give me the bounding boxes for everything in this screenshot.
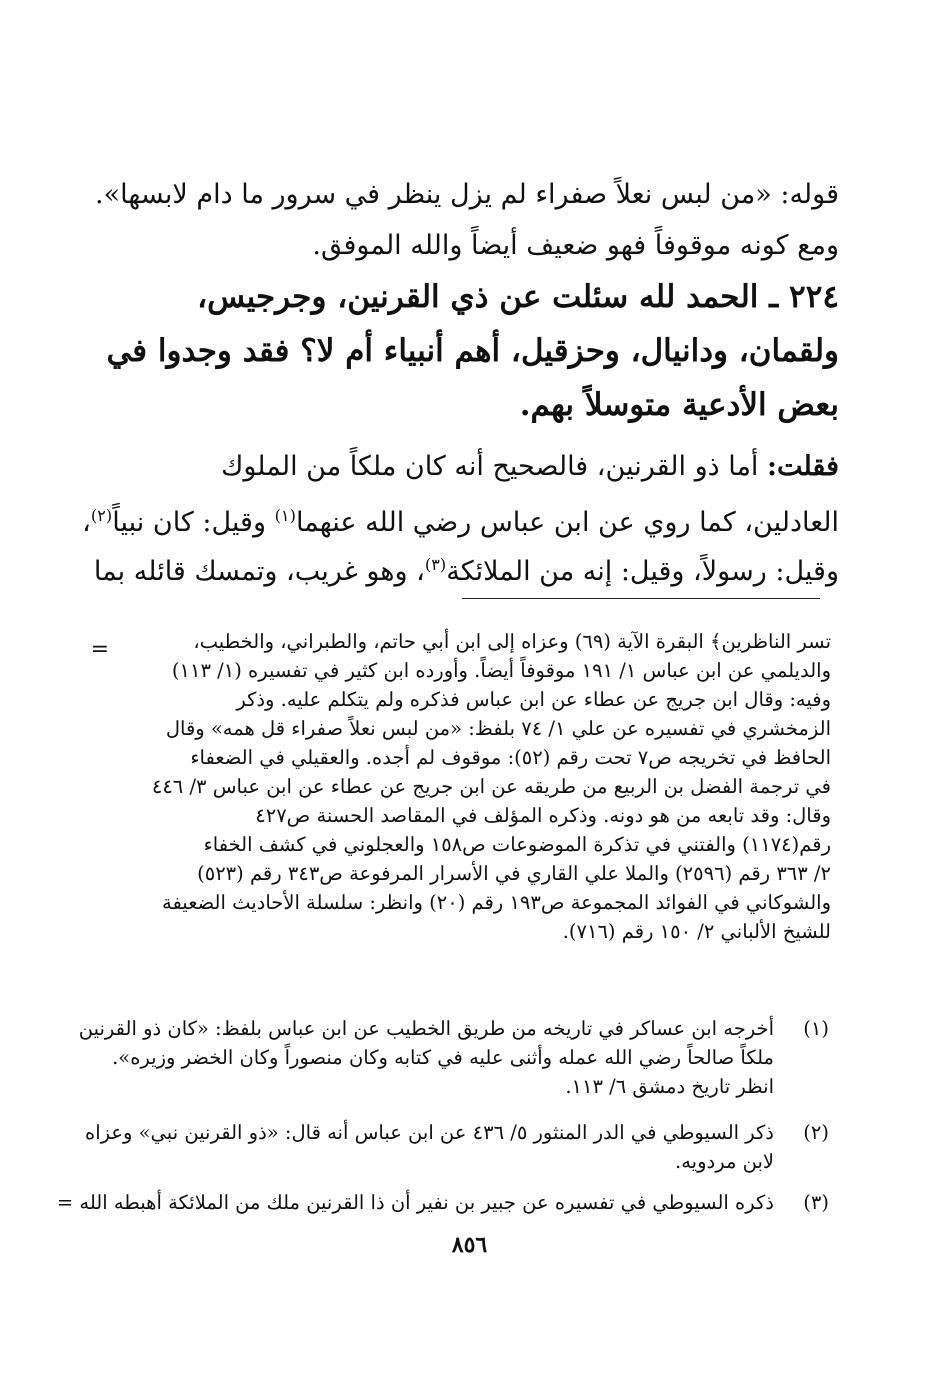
footnote-1-line: ملكاً صالحاً رضي الله عمله وأثنى عليه في كتابه وكان منصوراً وكان الخضر وزيره».: [112, 1046, 774, 1069]
question-line-2: ولقمان، ودانيال، وحزقيل، أهم أنبياء أم لا؟ فقد وجدوا في: [106, 333, 839, 369]
page-number: ٨٥٦: [451, 1232, 488, 1258]
footnote-3-line: ذكره السيوطي في تفسيره عن جبير بن نفير أن ذا القرنين ملك من الملائكة أهبطه الله =: [56, 1191, 774, 1214]
main-line-1: قوله: «من لبس نعلاً صفراء لم يزل ينظر في سرور ما دام لابسها».: [95, 179, 839, 210]
footnote-ref-2: (٢): [90, 506, 113, 525]
footnote-1-line: أخرجه ابن عساكر في تاريخه من طريق الخطيب عن ابن عباس بلفظ: «كان ذو القرنين: [78, 1017, 774, 1040]
answer-lead: فقلت:: [767, 451, 839, 482]
footnote-number: (٣): [803, 1191, 829, 1214]
footnote-cont-line: والديلمي عن ابن عباس ١/ ١٩١ موقوفاً أيضاً. وأورده ابن كثير في تفسيره (١/ ١١٣): [171, 659, 831, 682]
question-line-1: ٢٢٤ ـ الحمد لله سئلت عن ذي القرنين، وجرجيس،: [197, 279, 839, 315]
continuation-mark: =: [90, 637, 109, 662]
footnote-number: (١): [803, 1017, 829, 1040]
footnote-separator: [462, 598, 820, 599]
answer-line-2-end: ،: [82, 507, 91, 538]
footnote-cont-line: الحافظ في تخريجه ص٧ تحت رقم (٥٢): موقوف لم أجده. والعقيلي في الضعفاء: [190, 746, 831, 769]
footnote-cont-line: وفيه: وقال ابن جريج عن عطاء عن ابن عباس فذكره ولم يتكلم عليه. وذكر: [236, 688, 831, 711]
footnote-cont-line: في ترجمة الفضل بن الربيع من طريقه عن ابن جريج عن عطاء عن ابن عباس ٣/ ٤٤٦: [151, 775, 831, 798]
footnote-1-line: انظر تاريخ دمشق ٦/ ١١٣.: [565, 1075, 774, 1098]
answer-line-2-text: العادلين، كما روي عن ابن عباس رضي الله عنهما: [295, 507, 839, 538]
main-line-2: ومع كونه موقوفاً فهو ضعيف أيضاً والله الموفق.: [312, 230, 839, 261]
footnote-cont-line: والشوكاني في الفوائد المجموعة ص١٩٣ رقم (٢٠) وانظر: سلسلة الأحاديث الضعيفة: [161, 891, 831, 914]
answer-line-1-text: أما ذو القرنين، فالصحيح أنه كان ملكاً من الملوك: [221, 451, 768, 482]
footnote-2-line: ذكر السيوطي في الدر المنثور ٥/ ٤٣٦ عن ابن عباس أنه قال: «ذو القرنين نبي» وعزاه: [84, 1121, 774, 1144]
footnote-cont-line: للشيخ الألباني ٢/ ١٥٠ رقم (٧١٦).: [562, 920, 831, 943]
answer-line-2: [82, 496, 839, 543]
footnote-ref-3: (٣): [424, 555, 447, 574]
footnote-cont-line: رقم(١١٧٤) والفتني في تذكرة الموضوعات ص١٥٨ والعجلوني في كشف الخفاء: [203, 833, 831, 856]
question-line-3: بعض الأدعية متوسلاً بهم.: [519, 387, 839, 423]
footnote-2-line: لابن مردويه.: [675, 1150, 774, 1173]
footnote-cont-line: ٢/ ٣٦٣ رقم (٢٥٩٦) والملا علي القاري في الأسرار المرفوعة ص٣٤٣ رقم (٥٢٣): [197, 862, 831, 885]
answer-line-1: [221, 447, 839, 487]
answer-line-3: [94, 545, 839, 592]
footnote-number: (٢): [803, 1121, 829, 1144]
footnote-cont-line: الزمخشري في تفسيره عن علي ١/ ٧٤ بلفظ: «من لبس نعلاً صفراء قل همه» وقال: [165, 717, 831, 740]
footnote-cont-line: تسر الناظرين﴾ البقرة الآية (٦٩) وعزاه إلى ابن أبي حاتم، والطبراني، والخطيب،: [193, 630, 831, 653]
footnote-ref-1: (١): [274, 506, 296, 525]
footnote-cont-line: وقال: وقد تابعه من هو دونه. وذكره المؤلف في المقاصد الحسنة ص٤٢٧: [255, 804, 831, 827]
answer-line-3a: وقيل: رسولاً، وقيل: إنه من الملائكة: [446, 556, 839, 587]
answer-line-3b: ، وهو غريب، وتمسك قائله بما: [93, 556, 425, 587]
answer-line-2-mid: وقيل: كان نبياً: [112, 507, 275, 538]
